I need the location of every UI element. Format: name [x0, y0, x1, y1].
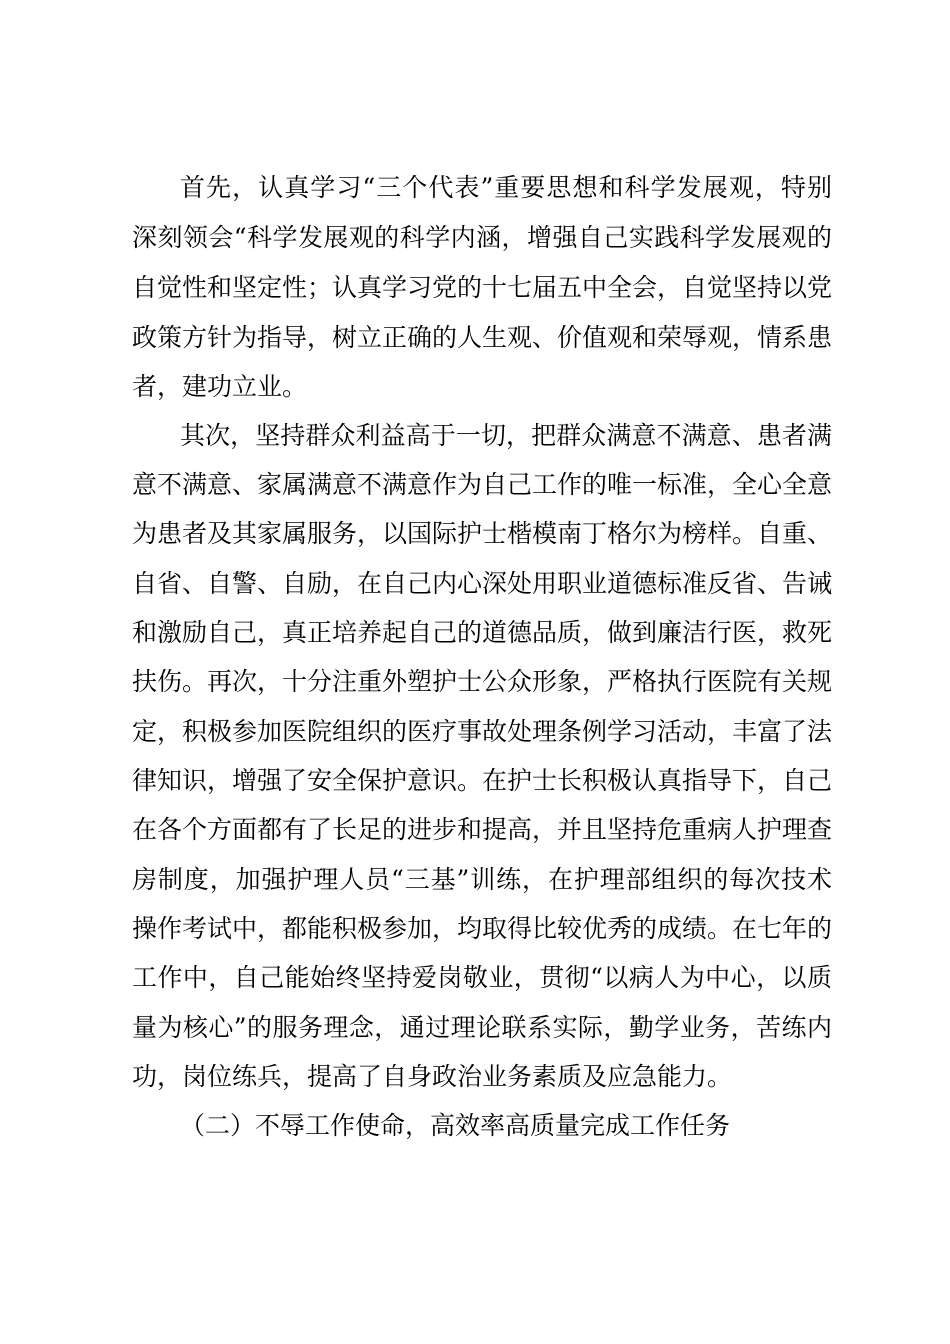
paragraph-2-line-13: 量为核心”的服务理念，通过理论联系实际，勤学业务，苦练内 — [132, 1013, 832, 1042]
paragraph-2-line-6: 扶伤。再次，十分注重外塑护士公众形象，严格执行医院有关规 — [132, 667, 833, 696]
paragraph-1-line-3: 自觉性和坚定性；认真学习党的十七届五中全会，自觉坚持以党 — [132, 273, 833, 302]
section-heading: （二）不辱工作使命，高效率高质量完成工作任务 — [180, 1111, 731, 1140]
paragraph-1-line-5: 者，建功立业。 — [132, 372, 308, 401]
paragraph-2-line-14: 功，岗位练兵，提高了自身政治业务素质及应急能力。 — [132, 1062, 733, 1091]
paragraph-1-line-1: 首先，认真学习“三个代表”重要思想和科学发展观，特别 — [180, 173, 832, 202]
paragraph-2-line-10: 房制度，加强护理人员“三基”训练，在护理部组织的每次技术 — [132, 865, 832, 894]
paragraph-2-line-5: 和激励自己，真正培养起自己的道德品质，做到廉洁行医，救死 — [132, 618, 833, 647]
paragraph-2-line-7: 定，积极参加医院组织的医疗事故处理条例学习活动，丰富了法 — [132, 717, 833, 746]
paragraph-2-line-9: 在各个方面都有了长足的进步和提高，并且坚持危重病人护理查 — [132, 815, 833, 844]
paragraph-2-line-2: 意不满意、家属满意不满意作为自己工作的唯一标准，全心全意 — [132, 470, 833, 499]
paragraph-2-line-12: 工作中，自己能始终坚持爱岗敬业，贯彻“以病人为中心，以质 — [132, 963, 832, 992]
paragraph-1-line-2: 深刻领会“科学发展观的科学内涵，增强自己实践科学发展观的 — [132, 223, 832, 252]
paragraph-2-line-8: 律知识，增强了安全保护意识。在护士长积极认真指导下，自己 — [132, 766, 833, 795]
paragraph-2-line-11: 操作考试中，都能积极参加，均取得比较优秀的成绩。在七年的 — [132, 914, 833, 943]
paragraph-2-line-4: 自省、自警、自励，在自己内心深处用职业道德标准反省、告诫 — [132, 569, 833, 598]
paragraph-2-line-3: 为患者及其家属服务，以国际护士楷模南丁格尔为榜样。自重、 — [132, 519, 833, 548]
paragraph-2-line-1: 其次，坚持群众利益高于一切，把群众满意不满意、患者满 — [180, 421, 832, 450]
paragraph-1-line-4: 政策方针为指导，树立正确的人生观、价值观和荣辱观，情系患 — [132, 323, 833, 352]
